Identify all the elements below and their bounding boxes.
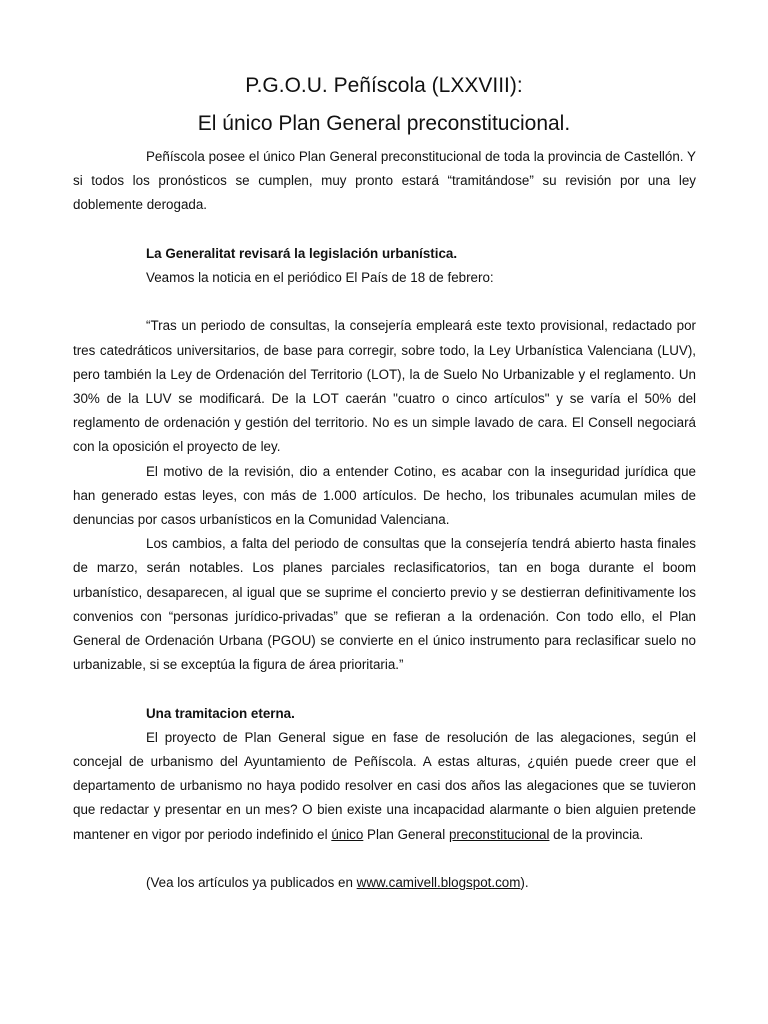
intro-paragraph: Peñíscola posee el único Plan General preconstitucional de toda la provincia de Castellón. Y si todos los pronósticos se cumplen, muy pronto estará “tramitándose” su revisión por una ley doblemente derogada. (73, 149, 696, 213)
quote-paragraph-2: El motivo de la revisión, dio a entender Cotino, es acabar con la inseguridad jurídica que han generado estas leyes, con más de 1.000 artículos. De hecho, los tribunales acumulan miles de denuncias por casos urbanísticos en la Comunidad Valenciana. (73, 463, 696, 528)
document-subtitle: El único Plan General preconstitucional. (197, 112, 571, 135)
tramitacion-text-middle: Plan General (363, 826, 449, 842)
footer-text-after: ). (520, 875, 529, 891)
section-heading-generalitat: La Generalitat revisará la legislación urbanística. (146, 245, 458, 261)
underlined-preconstitucional: preconstitucional (448, 826, 550, 842)
document-title: P.G.O.U. Peñíscola (LXXVIII): (245, 74, 523, 97)
section-lead: Veamos la noticia en el periódico El País de 18 de febrero: (146, 270, 494, 285)
tramitacion-paragraph (73, 726, 696, 847)
section-heading-tramitacion: Una tramitacion eterna. (146, 705, 295, 721)
underlined-unico: único (331, 826, 364, 842)
footer-text-before: (Vea los artículos ya publicados en (146, 875, 357, 891)
document-body (73, 145, 696, 895)
quote-paragraph-3: Los cambios, a falta del periodo de consultas que la consejería tendrá abierto hasta finales de marzo, serán notables. Los planes parciales reclasificatorios, tan en boga durante el boom urbanístico, desaparecen, al igual que se suprime el concierto previo y se destierran definitivamente los convenios con “personas jurídico-privadas” que se refieran a la ordenación. Con todo ello, el Plan General de Ordenación Urbana (PGOU) se convierte en el único instrumento para reclasificar suelo no urbanizable, si se exceptúa la figura de área prioritaria.” (73, 536, 696, 673)
footer-note (73, 871, 696, 895)
quote-paragraph-1: “Tras un periodo de consultas, la consejería empleará este texto provisional, redactado por tres catedráticos universitarios, de base para corregir, sobre todo, la Ley Urbanística Valenciana (LUV), pero también la Ley de Ordenación del Territorio (LOT), la de Suelo No Urbanizable y el reglamento. Un 30% de la LUV se modificará. De la LOT caerán "cuatro o cinco artículos" y se varía el 50% del reglamento de ordenación y gestión del territorio. No es un simple lavado de cara. El Consell negociará con la oposición el proyecto de ley. (73, 318, 696, 455)
tramitacion-text-end: de la provincia. (549, 826, 644, 842)
blog-link[interactable]: www.camivell.blogspot.com (356, 875, 521, 891)
tramitacion-text-start: El proyecto de Plan General sigue en fase de resolución de las alegaciones, según el concejal de urbanismo del Ayuntamiento de Peñíscola. A estas alturas, ¿quién puede creer que el departamento de urbanismo no haya podido resolver en casi dos años las alegaciones que se tuvieron que redactar y presentar en un mes? O bien existe una incapacidad alarmante o bien alguien pretende mantener en vigor por periodo indefinido el (73, 729, 696, 842)
